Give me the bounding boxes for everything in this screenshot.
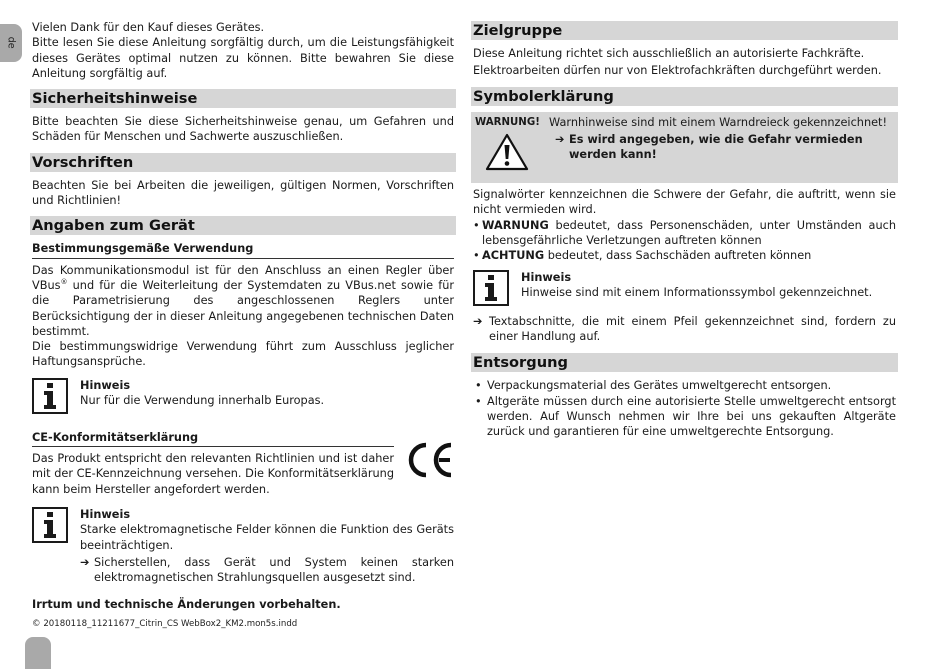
- warning-action-text: Es wird angegeben, wie die Gefahr vermieden werden kann!: [569, 132, 863, 162]
- regulations-heading: Vorschriften: [30, 153, 456, 172]
- intended-use-subheading: Bestimmungsgemäße Verwendung: [32, 241, 454, 258]
- note-info-symbol: [473, 270, 896, 306]
- note-title: Hinweis: [80, 378, 131, 392]
- right-column: [473, 21, 896, 439]
- safety-heading: Sicherheitshinweise: [30, 89, 456, 108]
- ce-text: Das Produkt entspricht den relevanten Richtlinien und ist daher mit der CE-Kennzeichnung versehen. Die Konformitätserklärung kann beim Hersteller angefordert werden.: [32, 452, 394, 496]
- warning-text: Warnhinweise sind mit einem Warndreieck gekennzeichnet!: [549, 115, 888, 129]
- list-item: • Verpackungsmaterial des Gerätes umweltgerecht entsorgen.: [475, 379, 832, 393]
- note-text: Hinweise sind mit einem Informationssymbol gekennzeichnet.: [521, 285, 873, 299]
- disposal-heading: Entsorgung: [471, 353, 898, 372]
- intended-use-text: Das Kommunikationsmodul ist für den Anschluss an einen Regler über VBus® und für die Weiterleitung der Systemdaten zu VBus.net sowie für die Parametrisierung des angeschlossenen Reglers unter Berücksichtigung der in dieser Anleitung angegebenen technischen Daten bestimmt.: [32, 263, 454, 338]
- arrow-explanation: [473, 314, 896, 345]
- target-text-1: Diese Anleitung richtet sich ausschließlich an autorisierte Fachkräfte.: [473, 47, 865, 60]
- info-icon: [473, 270, 509, 306]
- language-tab: [0, 24, 22, 62]
- page-edge-tab: [25, 637, 51, 669]
- device-heading: Angaben zum Gerät: [30, 216, 456, 235]
- note-text: Starke elektromagnetische Felder können die Funktion des Geräts beeinträchtigen.: [80, 523, 454, 552]
- safety-text: Bitte beachten Sie diese Sicherheitshinweise genau, um Gefahren und Schäden für Menschen und Sachwerte auszuschließen.: [32, 115, 454, 144]
- note-europe: [32, 378, 454, 414]
- warning-label: WARNUNG!: [475, 116, 540, 128]
- intro-read-carefully: Bitte lesen Sie diese Anleitung sorgfältig durch, um die Leistungsfähigkeit dieses Gerätes optimal nutzen zu können. Bitte bewahren Sie diese Anleitung sorgfältig auf.: [32, 36, 454, 80]
- arrow-right-icon: ➔: [80, 555, 90, 569]
- errors-disclaimer: Irrtum und technische Änderungen vorbehalten.: [32, 598, 341, 612]
- list-item: • WARNUNG bedeutet, dass Personenschäden, unter Umständen auch lebensgefährliche Verletzungen auftreten können: [473, 218, 896, 248]
- target-group-heading: Zielgruppe: [471, 21, 898, 40]
- ce-subheading: CE-Konformitätserklärung: [32, 430, 394, 447]
- note-text: Nur für die Verwendung innerhalb Europas.: [80, 394, 325, 408]
- symbols-heading: Symbolerklärung: [471, 87, 898, 106]
- arrow-right-icon: ➔: [473, 314, 483, 328]
- note-emf: [32, 507, 454, 585]
- footer-file-info: © 20180118_11211677_Citrin_CS WebBox2_KM2.mon5s.indd: [32, 619, 298, 629]
- warning-triangle-icon: [485, 133, 549, 175]
- info-icon: [32, 378, 68, 414]
- target-text-2: Elektroarbeiten dürfen nur von Elektrofachkräften durchgeführt werden.: [473, 64, 882, 78]
- note-action-text: Sicherstellen, dass Gerät und System keinen starken elektromagnetischen Strahlungsquellen ausgesetzt sind.: [94, 555, 454, 585]
- signal-words-list: [473, 218, 896, 264]
- intro-thanks: Vielen Dank für den Kauf dieses Gerätes.: [32, 21, 265, 34]
- left-column: [32, 20, 454, 613]
- list-item: • ACHTUNG bedeutet, dass Sachschäden auftreten können: [473, 249, 812, 263]
- warning-box: [471, 112, 898, 184]
- ce-mark-icon: [406, 442, 454, 482]
- misuse-text: Die bestimmungswidrige Verwendung führt zum Ausschluss jeglicher Haftungsansprüche.: [32, 340, 454, 369]
- list-item: • Altgeräte müssen durch eine autorisierte Stelle umweltgerecht entsorgt werden. Auf Wunsch nehmen wir Ihre bei uns gekauften Altgeräte zurück und garantieren für eine umweltgerechte Entsorgung.: [475, 394, 896, 439]
- info-icon: [32, 507, 68, 543]
- arrow-right-icon: ➔: [555, 132, 565, 146]
- ce-section: [32, 422, 454, 497]
- regulations-text: Beachten Sie bei Arbeiten die jeweiligen, gültigen Normen, Vorschriften und Richtlinien!: [32, 178, 454, 208]
- note-title: Hinweis: [521, 270, 572, 284]
- signal-words-text: Signalwörter kennzeichnen die Schwere der Gefahr, die auftritt, wenn sie nicht vermieden wird.: [473, 188, 896, 217]
- arrow-explanation-text: Textabschnitte, die mit einem Pfeil gekennzeichnet sind, fordern zu einer Handlung auf.: [489, 314, 896, 343]
- language-tab-label: de: [5, 36, 17, 49]
- disposal-list: [473, 378, 896, 439]
- note-title: Hinweis: [80, 507, 131, 521]
